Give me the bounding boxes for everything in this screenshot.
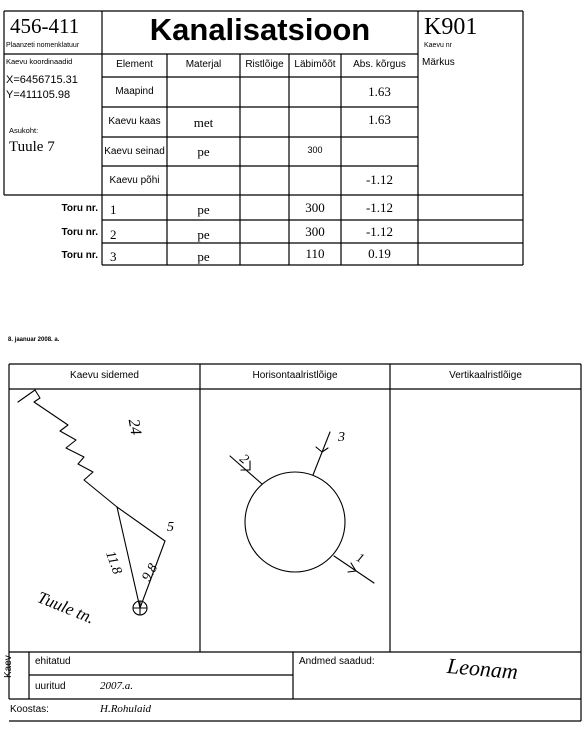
pipe-row-label: Toru nr. [61, 227, 98, 238]
coordinate-x: X=6456715.31 [6, 74, 78, 86]
remarks-label: Märkus [422, 57, 455, 68]
column-header-diameter: Läbimõõt [294, 59, 336, 70]
table-row-height: 1.63 [368, 112, 391, 127]
sketch-label-street: Tuule tn. [34, 587, 98, 628]
page-title: Kanalisatsioon [149, 12, 371, 47]
section-label: 3 [338, 430, 345, 445]
compiled-by-value: H.Rohulaid [100, 703, 152, 715]
footer-side-label: Kaev [3, 655, 14, 678]
table-row-height: 1.63 [368, 84, 391, 99]
table-row-height: -1.12 [365, 172, 394, 187]
column-header-material: Materjal [185, 59, 222, 70]
table-row-element: Kaevu seinad [104, 146, 165, 157]
location-label: Asukoht: [9, 126, 39, 135]
pipe-row-material: pe [197, 249, 210, 264]
pipe-row-diameter: 110 [305, 246, 325, 261]
table-row-material: pe [197, 144, 210, 159]
section-label: 1 [353, 549, 368, 566]
pipe-sketch-line [117, 507, 140, 608]
section-label: 2 [236, 451, 252, 468]
well-cross-section-circle [245, 472, 345, 572]
sketch-label: 9.8 [139, 561, 162, 585]
pipe-row-material: pe [197, 227, 210, 242]
table-row-diameter: 300 [307, 145, 323, 155]
pipe-row-material: pe [197, 202, 210, 217]
panel-title-vertical-section: Vertikaalristlõige [449, 370, 522, 381]
column-header-cross-section: Ristlõige [245, 59, 284, 70]
column-header-height: Abs. kõrgus [353, 59, 406, 70]
pipe-row-diameter: 300 [305, 200, 325, 215]
sketch-label: 5 [167, 520, 174, 535]
surveyed-value: 2007.a. [100, 680, 133, 692]
table-row-element: Kaevu põhi [109, 175, 160, 186]
data-source-label: Andmed saadud: [299, 656, 375, 667]
built-label: ehitatud [35, 656, 71, 667]
date-note: 8. jaanuar 2008. a. [8, 337, 60, 343]
location-value: Tuule 7 [9, 139, 55, 155]
well-id-label: Kaevu nr [424, 42, 453, 49]
sheet-number-label: Plaanzeti nomenklatuur [6, 42, 80, 49]
pipe-row-label: Toru nr. [61, 203, 98, 214]
table-row-material: met [193, 115, 214, 130]
column-header-element: Element [116, 59, 153, 70]
building-outline-sketch [18, 390, 117, 507]
coordinate-y: Y=411105.98 [6, 89, 71, 101]
panel-title-horizontal-section: Horisontaalristlõige [252, 370, 338, 381]
sketch-label: 24 [124, 417, 145, 437]
pipe-row-height: 0.19 [368, 246, 391, 261]
pipe-row-height: -1.12 [365, 224, 394, 239]
pipe-row-height: -1.12 [365, 200, 394, 215]
pipe-row-number: 2 [110, 227, 117, 242]
compiled-by-label: Koostas: [10, 704, 49, 715]
well-id: K901 [424, 14, 478, 40]
coordinates-label: Kaevu koordinaadid [6, 57, 73, 66]
table-row-element: Kaevu kaas [108, 116, 161, 127]
pipe-sketch-line [117, 507, 165, 541]
pipe-row-number: 1 [110, 202, 117, 217]
pipe-row-number: 3 [110, 249, 117, 264]
surveyed-label: uuritud [35, 681, 66, 692]
panel-title-connections: Kaevu sidemed [70, 370, 139, 381]
pipe-row-diameter: 300 [305, 224, 325, 239]
data-source-signature: Leonam [446, 652, 519, 685]
pipe-row-label: Toru nr. [61, 250, 98, 261]
sheet-number: 456-411 [10, 14, 80, 38]
pipe-3-line [313, 432, 330, 475]
sketch-label: 11.8 [102, 549, 125, 577]
table-row-element: Maapind [115, 86, 154, 97]
